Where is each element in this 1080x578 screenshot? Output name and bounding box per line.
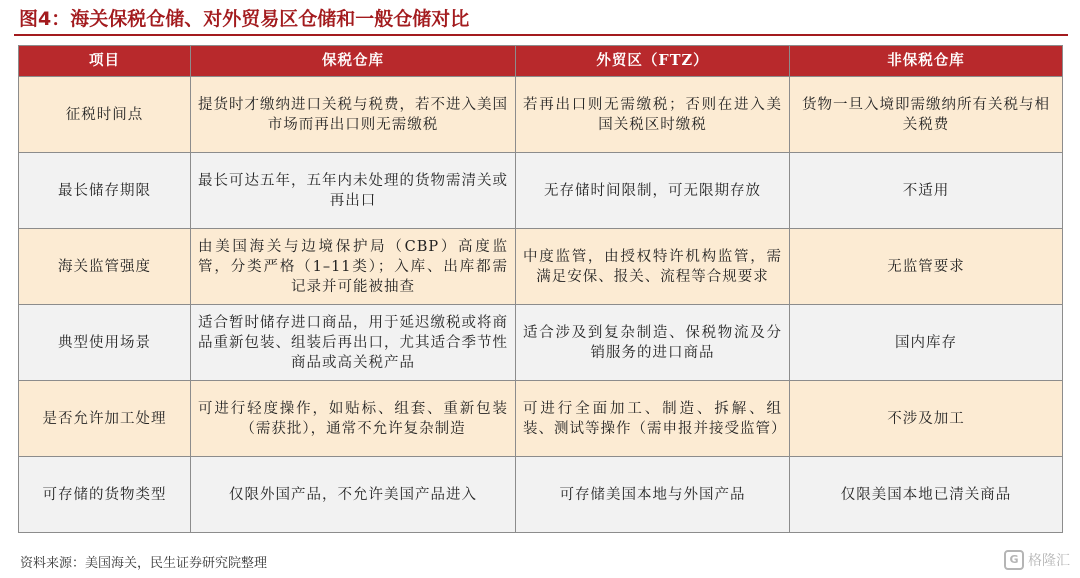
title-divider <box>14 34 1068 36</box>
cell-non-bonded: 无监管要求 <box>790 229 1063 305</box>
watermark <box>1004 549 1070 571</box>
header-item: 项目 <box>19 46 191 77</box>
table-row <box>19 381 1063 457</box>
cell-non-bonded: 不适用 <box>790 153 1063 229</box>
cell-bonded: 适合暂时储存进口商品，用于延迟缴税或将商品重新包装、组装后再出口，尤其适合季节性商品或高关税产品 <box>191 305 516 381</box>
cell-bonded: 最长可达五年，五年内未处理的货物需清关或再出口 <box>191 153 516 229</box>
row-label: 最长储存期限 <box>19 153 191 229</box>
row-label: 征税时间点 <box>19 77 191 153</box>
table-row <box>19 153 1063 229</box>
watermark-text: 格隆汇 <box>1028 553 1070 569</box>
cell-non-bonded: 仅限美国本地已清关商品 <box>790 457 1063 533</box>
table-row <box>19 77 1063 153</box>
cell-ftz: 中度监管，由授权特许机构监管，需满足安保、报关、流程等合规要求 <box>516 229 790 305</box>
table-row <box>19 229 1063 305</box>
table-row <box>19 305 1063 381</box>
header-ftz: 外贸区（FTZ） <box>516 46 790 77</box>
row-label: 是否允许加工处理 <box>19 381 191 457</box>
cell-bonded: 仅限外国产品，不允许美国产品进入 <box>191 457 516 533</box>
cell-non-bonded: 不涉及加工 <box>790 381 1063 457</box>
cell-bonded: 由美国海关与边境保护局（CBP）高度监管，分类严格（1–11类）；入库、出库都需记录并可能被抽查 <box>191 229 516 305</box>
cell-ftz: 若再出口则无需缴税；否则在进入美国关税区时缴税 <box>516 77 790 153</box>
header-bonded-warehouse: 保税仓库 <box>191 46 516 77</box>
row-label: 典型使用场景 <box>19 305 191 381</box>
cell-non-bonded: 国内库存 <box>790 305 1063 381</box>
table-row <box>19 457 1063 533</box>
table-header-row <box>19 46 1063 77</box>
row-label: 海关监管强度 <box>19 229 191 305</box>
cell-ftz: 可存储美国本地与外国产品 <box>516 457 790 533</box>
cell-bonded: 可进行轻度操作，如贴标、组套、重新包装（需获批），通常不允许复杂制造 <box>191 381 516 457</box>
cell-ftz: 适合涉及到复杂制造、保税物流及分销服务的进口商品 <box>516 305 790 381</box>
page-title: 图4：海关保税仓储、对外贸易区仓储和一般仓储对比 <box>19 8 470 30</box>
header-non-bonded-warehouse: 非保税仓库 <box>790 46 1063 77</box>
cell-non-bonded: 货物一旦入境即需缴纳所有关税与相关税费 <box>790 77 1063 153</box>
source-note: 资料来源：美国海关，民生证券研究院整理 <box>20 556 268 571</box>
row-label: 可存储的货物类型 <box>19 457 191 533</box>
cell-ftz: 无存储时间限制，可无限期存放 <box>516 153 790 229</box>
cell-bonded: 提货时才缴纳进口关税与税费，若不进入美国市场而再出口则无需缴税 <box>191 77 516 153</box>
cell-ftz: 可进行全面加工、制造、拆解、组装、测试等操作（需申报并接受监管） <box>516 381 790 457</box>
gelonghui-logo-icon: G <box>1004 550 1024 570</box>
comparison-table <box>18 45 1063 533</box>
